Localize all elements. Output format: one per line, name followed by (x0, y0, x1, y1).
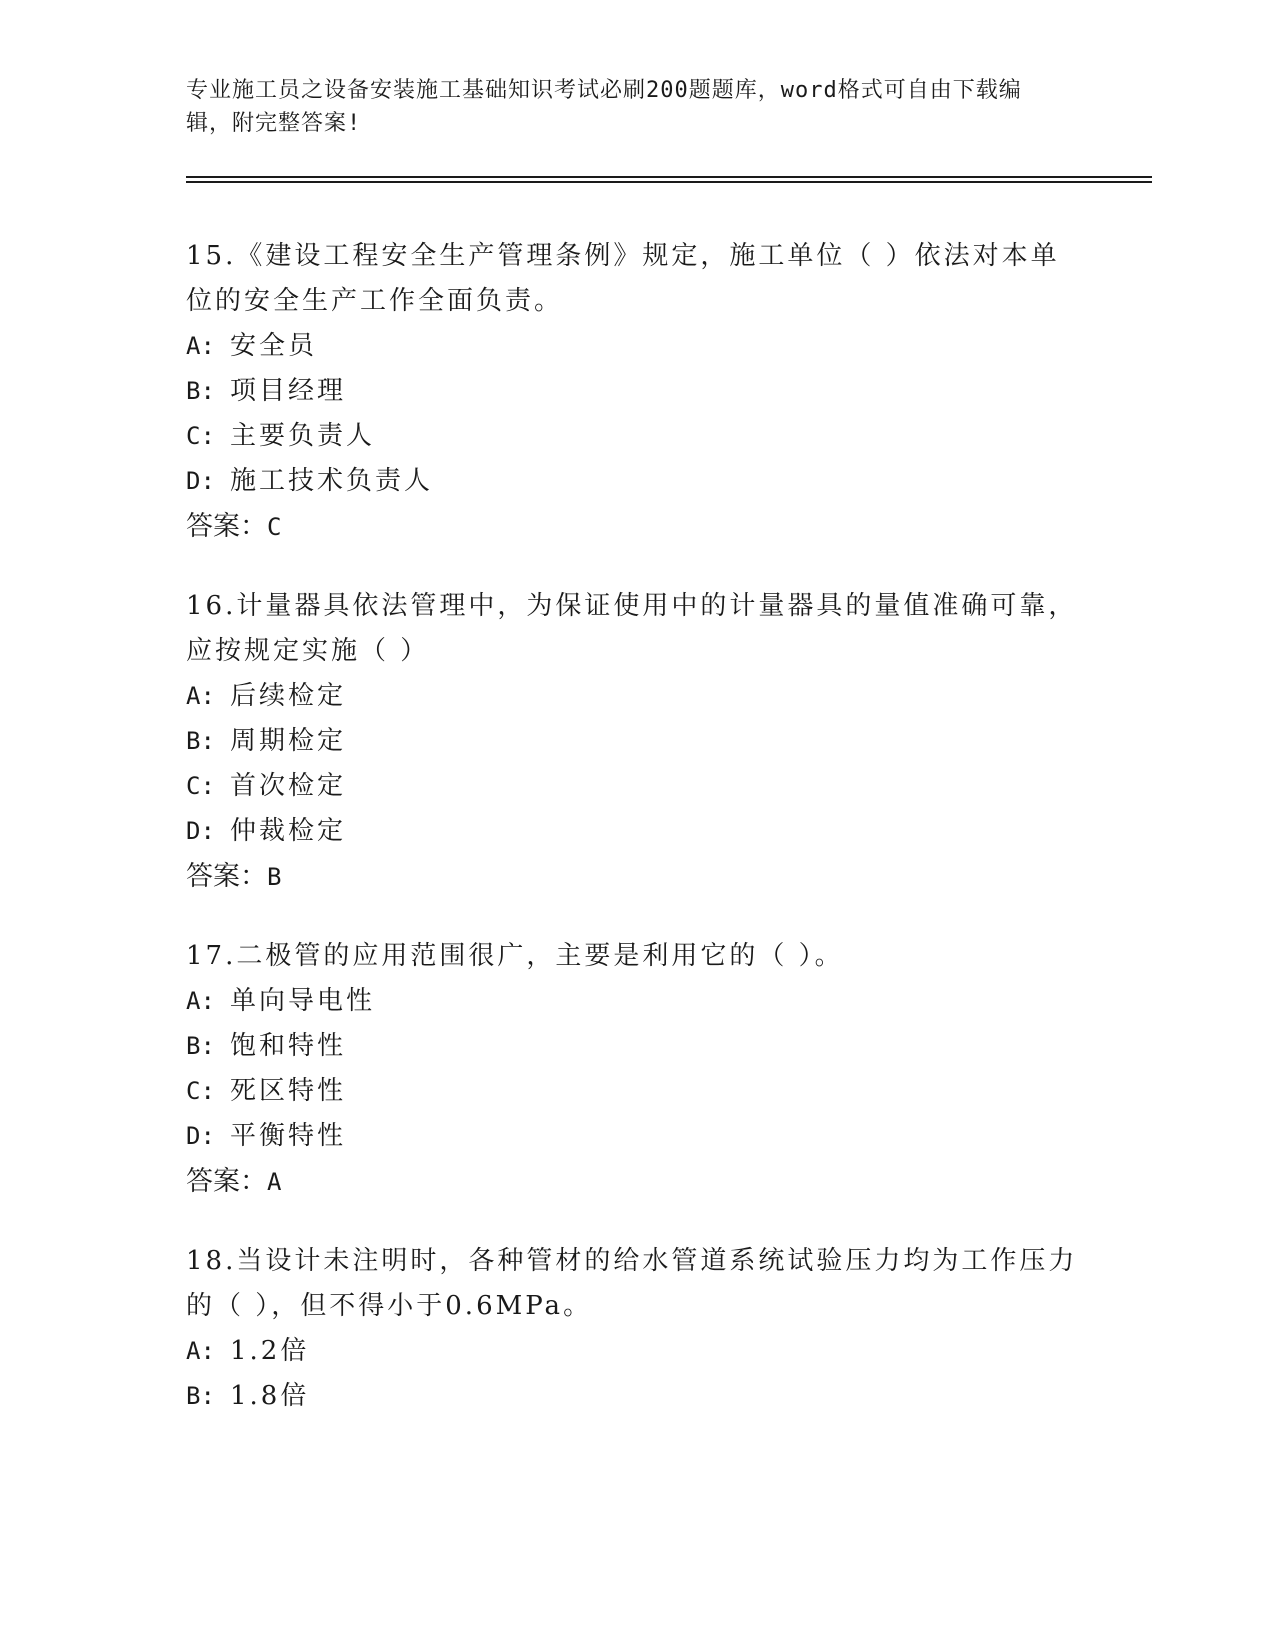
answer-value: C (267, 513, 282, 541)
option-key: B: (186, 1382, 215, 1410)
option-key: B: (186, 727, 215, 755)
option-key: A: (186, 987, 215, 1015)
option-c (186, 414, 1086, 459)
option-text: 平衡特性 (230, 1121, 347, 1151)
option-text: 周期检定 (230, 726, 347, 756)
option-text: 后续检定 (230, 681, 347, 711)
answer-label: 答案： (186, 861, 267, 892)
option-b (186, 719, 1086, 764)
option-c (186, 764, 1086, 809)
question-18 (186, 1239, 1086, 1419)
option-text: 首次检定 (230, 771, 347, 801)
question-16 (186, 584, 1086, 900)
option-text: 1.8倍 (230, 1381, 310, 1411)
question-15 (186, 234, 1086, 550)
option-a (186, 979, 1086, 1024)
option-a (186, 674, 1086, 719)
option-key: C: (186, 1077, 215, 1105)
option-text: 项目经理 (230, 376, 347, 406)
option-key: A: (186, 332, 215, 360)
document-header (186, 74, 1066, 140)
option-d (186, 459, 1086, 504)
document-title: 专业施工员之设备安装施工基础知识考试必刷200题题库，word格式可自由下载编辑，附完整答案! (186, 78, 1022, 136)
option-key: D: (186, 1122, 215, 1150)
option-key: B: (186, 377, 215, 405)
option-b (186, 1374, 1086, 1419)
option-key: A: (186, 682, 215, 710)
option-d (186, 1114, 1086, 1159)
answer-line (186, 854, 1086, 900)
answer-value: B (267, 863, 282, 891)
option-text: 主要负责人 (230, 421, 376, 451)
header-divider-bottom (186, 181, 1152, 183)
option-text: 单向导电性 (230, 986, 376, 1016)
answer-value: A (267, 1168, 282, 1196)
option-text: 饱和特性 (230, 1031, 347, 1061)
question-text: 18.当设计未注明时，各种管材的给水管道系统试验压力均为工作压力的（ ），但不得小于0.6MPa。 (186, 1246, 1078, 1321)
option-b (186, 369, 1086, 414)
answer-label: 答案： (186, 511, 267, 542)
option-b (186, 1024, 1086, 1069)
answer-line (186, 504, 1086, 550)
question-list (186, 234, 1086, 1453)
option-text: 仲裁检定 (230, 816, 347, 846)
option-key: D: (186, 467, 215, 495)
option-text: 1.2倍 (230, 1336, 310, 1366)
option-text: 施工技术负责人 (230, 466, 434, 496)
option-key: D: (186, 817, 215, 845)
option-key: B: (186, 1032, 215, 1060)
option-text: 安全员 (230, 331, 318, 361)
option-key: C: (186, 772, 215, 800)
answer-label: 答案： (186, 1166, 267, 1197)
question-text: 17.二极管的应用范围很广，主要是利用它的（ ）。 (186, 941, 844, 971)
option-c (186, 1069, 1086, 1114)
question-17 (186, 934, 1086, 1205)
question-text: 15.《建设工程安全生产管理条例》规定，施工单位（ ）依法对本单位的安全生产工作全面负责。 (186, 241, 1060, 316)
header-divider-top (186, 176, 1152, 178)
option-a (186, 324, 1086, 369)
question-text: 16.计量器具依法管理中，为保证使用中的计量器具的量值准确可靠，应按规定实施（ ） (186, 591, 1078, 666)
option-text: 死区特性 (230, 1076, 347, 1106)
option-key: C: (186, 422, 215, 450)
answer-line (186, 1159, 1086, 1205)
option-key: A: (186, 1337, 215, 1365)
option-a (186, 1329, 1086, 1374)
option-d (186, 809, 1086, 854)
